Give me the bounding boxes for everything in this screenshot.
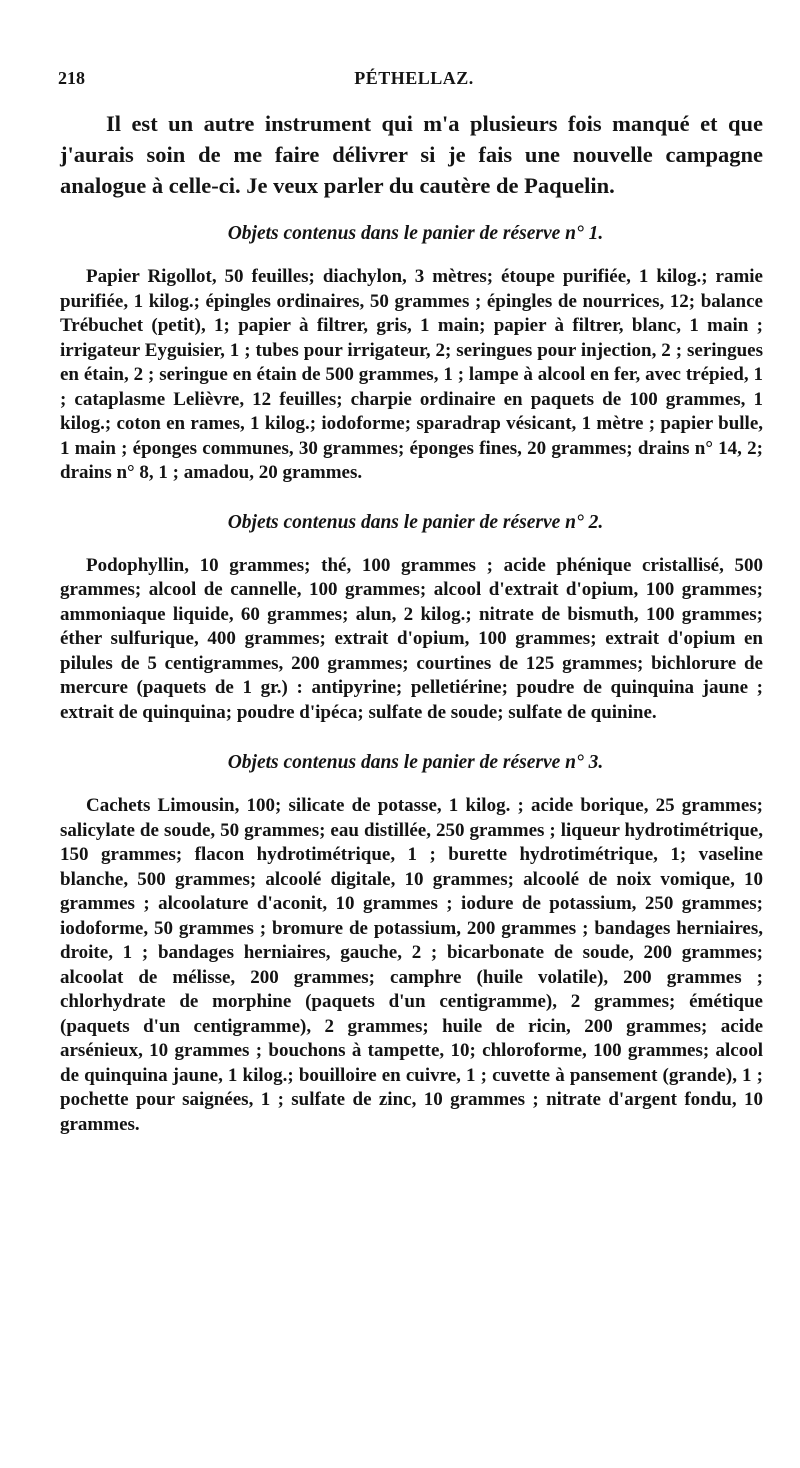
page-number: 218 (58, 68, 85, 88)
page-header (58, 68, 750, 92)
intro-paragraph: Il est un autre instrument qui m'a plusieurs fois manqué et que j'aurais soin de me faire délivrer si je fais une nouvelle campagne analogue à celle-ci. Je veux parler du cautère de Paquelin. (60, 111, 763, 198)
section-text-reserve-3: Cachets Limousin, 100; silicate de potasse, 1 kilog. ; acide borique, 25 grammes; salicylate de soude, 50 grammes; eau distillée, 250 grammes ; liqueur hydrotimétrique, 150 grammes; flacon hydrotimétrique, 1 ; burette hydrotimétrique, 1; vaseline blanche, 500 grammes; alcoolé digitale, 10 grammes; alcoolé de noix vomique, 10 grammes ; alcoolature d'aconit, 10 grammes ; iodure de potassium, 250 grammes; iodoforme, 50 grammes ; bromure de potassium, 200 grammes ; bandages herniaires, droite, 1 ; bandages herniaires, gauche, 2 ; bicarbonate de soude, 200 grammes; alcoolat de mélisse, 200 grammes; camphre (huile volatile), 200 grammes ; chlorhydrate de morphine (paquets d'un centigramme), 2 grammes; émétique (paquets d'un centigramme), 2 grammes; huile de ricin, 200 grammes; acide arsénieux, 10 grammes ; bouchons à tampette, 10; chloroforme, 100 grammes; alcool de quinquina jaune, 1 kilog.; bouilloire en cuivre, 1 ; cuvette à pansement (grande), 1 ; pochette pour saignées, 1 ; sulfate de zinc, 10 grammes ; nitrate d'argent fondu, 10 grammes. (60, 795, 763, 1135)
section-title-reserve-2: Objets contenus dans le panier de réserve n° 2. (227, 511, 604, 533)
page-content (60, 108, 763, 1137)
section-text-reserve-1: Papier Rigollot, 50 feuilles; diachylon, 3 mètres; étoupe purifiée, 1 kilog.; ramie purifiée, 1 kilog.; épingles ordinaires, 50 grammes ; épingles de nourrices, 12; balance Trébuchet (petit), 1; papier à filtrer, gris, 1 main; papier à filtrer, blanc, 1 main ; irrigateur Eyguisier, 1 ; tubes pour irrigateur, 2; seringues pour injection, 2 ; seringues en étain, 2 ; seringue en étain de 500 grammes, 1 ; lampe à alcool en fer, avec trépied, 1 ; cataplasme Lelièvre, 12 feuilles; charpie ordinaire en paquets de 100 grammes, 1 kilog.; coton en rames, 1 kilog.; iodoforme; sparadrap vésicant, 1 mètre ; papier bulle, 1 main ; éponges communes, 30 grammes; éponges fines, 20 grammes; drains n° 14, 2; drains n° 8, 1 ; amadou, 20 grammes. (60, 266, 763, 483)
running-title: PÉTHELLAZ. (354, 68, 474, 88)
section-text-reserve-2: Podophyllin, 10 grammes; thé, 100 grammes ; acide phénique cristallisé, 500 grammes; alcool de cannelle, 100 grammes; alcool d'extrait d'opium, 100 grammes; ammoniaque liquide, 60 grammes; alun, 2 kilog.; nitrate de bismuth, 100 grammes; éther sulfurique, 400 grammes; extrait d'opium, 100 grammes; extrait d'opium en pilules de 5 centigrammes, 200 grammes; courtines de 125 grammes; bichlorure de mercure (paquets de 1 gr.) : antipyrine; pelletiérine; poudre de quinquina jaune ; extrait de quinquina; poudre d'ipéca; sulfate de soude; sulfate de quinine. (60, 554, 763, 723)
section-title-reserve-3: Objets contenus dans le panier de réserve n° 3. (227, 752, 604, 773)
section-title-reserve-1: Objets contenus dans le panier de réserve n° 1. (227, 223, 604, 244)
